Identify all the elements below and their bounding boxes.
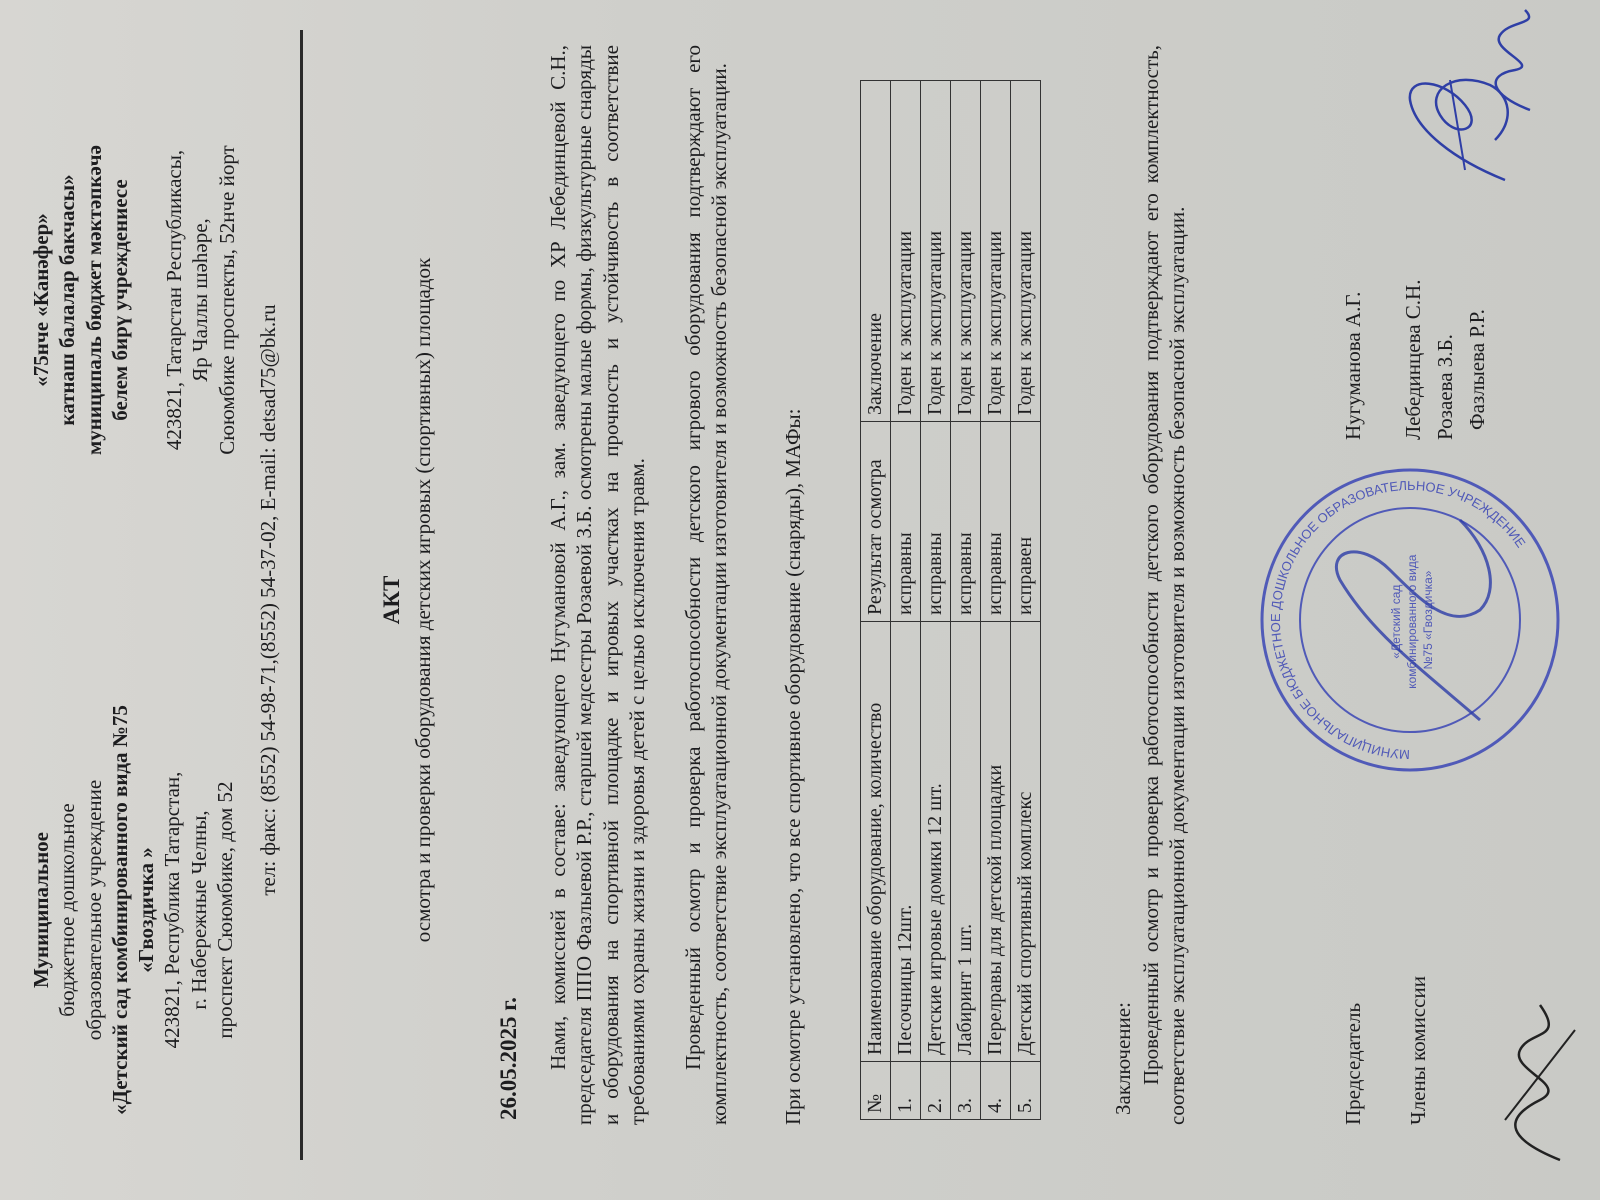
header-left-line: «Детский сад комбинированного вида №75 — [107, 705, 132, 1115]
header-left-line: бюджетное дошкольное — [55, 803, 80, 1017]
paragraph-inspection: Проведенный осмотр и проверка работоспособности детского игрового оборудования подтверждают его комплектность, соответствие эксплуатационной документации изготовителя и возможность безопасной эксплуатации. — [681, 45, 732, 1125]
header-right-line: Сююмбике проспекты, 52нче йорт — [214, 145, 239, 455]
stamp-inner-line: «Детский сад — [1389, 584, 1403, 659]
table-cell: Годен к эксплуатации — [1011, 81, 1041, 422]
signature-mark — [1470, 0, 1560, 120]
table-header-row — [861, 81, 891, 1120]
table-cell: 5. — [1011, 1062, 1041, 1120]
table-row — [951, 81, 981, 1120]
table-cell: Лабиринт 1 шт. — [951, 622, 981, 1062]
chair-name: Нугуманова А.Г. — [1341, 291, 1365, 440]
header-left-line: «Гвоздичка » — [134, 847, 158, 973]
conclusion-text: Проведенный осмотр и проверка работоспособности детского оборудования подтверждают его комплектность, соответствие эксплуатационной документации изготовителя и возможность безопасной эксплуатации. — [1139, 45, 1190, 1125]
header-right-line: катнаш балалар бакчасы» — [55, 174, 80, 426]
table-cell: исправны — [981, 422, 1011, 622]
table-cell: Детские игровые домики 12 шт. — [921, 622, 951, 1062]
table-cell: Песочницы 12шт. — [891, 622, 921, 1062]
table-cell: 4. — [981, 1062, 1011, 1120]
document-date: 26.05.2025 г. — [496, 997, 521, 1120]
table-cell: Годен к эксплуатации — [921, 81, 951, 422]
chair-label: Председатель — [1341, 1002, 1365, 1125]
table-cell: Годен к эксплуатации — [951, 81, 981, 422]
table-row — [1011, 81, 1041, 1120]
table-cell: исправен — [1011, 422, 1041, 622]
header-left-line: 423821, Республика Татарстан, — [160, 771, 185, 1049]
header-left-line: г. Набережные Челны, — [186, 810, 211, 1010]
paragraph-established: При осмотре установлено, что все спортивное оборудование (снаряды), МАФы: — [781, 408, 805, 1125]
header-right-line: белем бирү учреждениесе — [107, 179, 132, 421]
header-left-block — [28, 650, 238, 1170]
member-name: Фазлыева Р.Р. — [1465, 309, 1489, 430]
official-stamp — [1250, 460, 1570, 780]
table-cell: исправны — [891, 422, 921, 622]
table-cell: Детский спортивный комплекс — [1011, 622, 1041, 1062]
table-row — [921, 81, 951, 1120]
member-name: Лебединцева С.Н. — [1401, 279, 1425, 440]
table-cell: Годен к эксплуатации — [891, 81, 921, 422]
table-cell: исправны — [951, 422, 981, 622]
header-right-line: 423821, Татарстан Республикасы, — [162, 149, 186, 451]
document-subtitle: осмотра и проверки оборудования детских игровых (спортивных) площадок — [411, 257, 435, 943]
header-right-line: Яр Чаллы шәһәре, — [188, 218, 213, 382]
header-right-line: «75нче «Канәфер» — [29, 213, 53, 387]
header-left-line: образовательное учреждение — [81, 779, 106, 1041]
table-cell: исправны — [921, 422, 951, 622]
stamp-inner-line: комбинированного вида — [1405, 554, 1419, 689]
equipment-table — [860, 80, 1041, 1120]
stamp-inner-text — [1389, 551, 1435, 689]
table-header-cell: Результат осмотра — [861, 422, 891, 622]
table-cell: Годен к эксплуатации — [981, 81, 1011, 422]
stamp-inner-line: №75 «Гвоздичка» — [1421, 570, 1435, 670]
stamp-outer-text: МУНИЦИПАЛЬНОЕ БЮДЖЕТНОЕ ДОШКОЛЬНОЕ ОБРАЗОВАТЕЛЬНОЕ УЧРЕЖДЕНИЕ — [1267, 477, 1529, 763]
header-left-line: Муниципальное — [29, 831, 53, 989]
table-cell: Перелравы для детской площадки — [981, 622, 1011, 1062]
paragraph-commission: Нами, комиссией в составе: заведующего Нугумановой А.Г., зам. заведующего по ХР Лебединцевой С.Н., председателя ППО Фазлыевой Р.Р., старшей медсестры Розаевой З.Б. осмотрены малые формы, физкультурные снаряды и оборудования на спортивной площадке и игровых участках на прочность и устойчивость в соответствие требованиями охраны жизни и здоровья детей с целью исключения травм. — [546, 45, 649, 1125]
table-row — [891, 81, 921, 1120]
table-cell: 2. — [921, 1062, 951, 1120]
header-left-line: проспект Сююмбике, дом 52 — [212, 781, 237, 1039]
table-header-cell: № — [861, 1062, 891, 1120]
table-row — [981, 81, 1011, 1120]
conclusion-label: Заключение: — [1111, 1002, 1135, 1115]
signature-mark — [1480, 980, 1590, 1180]
member-name: Розаева З.Б. — [1433, 334, 1457, 440]
members-label: Члены комиссии — [1406, 976, 1430, 1125]
table-header-cell: Наименование оборудование, количество — [861, 622, 891, 1062]
document-title: АКТ — [379, 575, 404, 625]
table-header-cell: Заключение — [861, 81, 891, 422]
table-cell: 3. — [951, 1062, 981, 1120]
header-right-line: муниципаль бюджет мәктәпкәчә — [81, 145, 106, 455]
contact-line: тел: факс: (8552) 54-98-71,(8552) 54-37-02, E-mail: detsad75@bk.ru — [256, 304, 280, 896]
table-cell: 1. — [891, 1062, 921, 1120]
header-right-block — [28, 30, 240, 570]
header-divider — [300, 30, 303, 1160]
